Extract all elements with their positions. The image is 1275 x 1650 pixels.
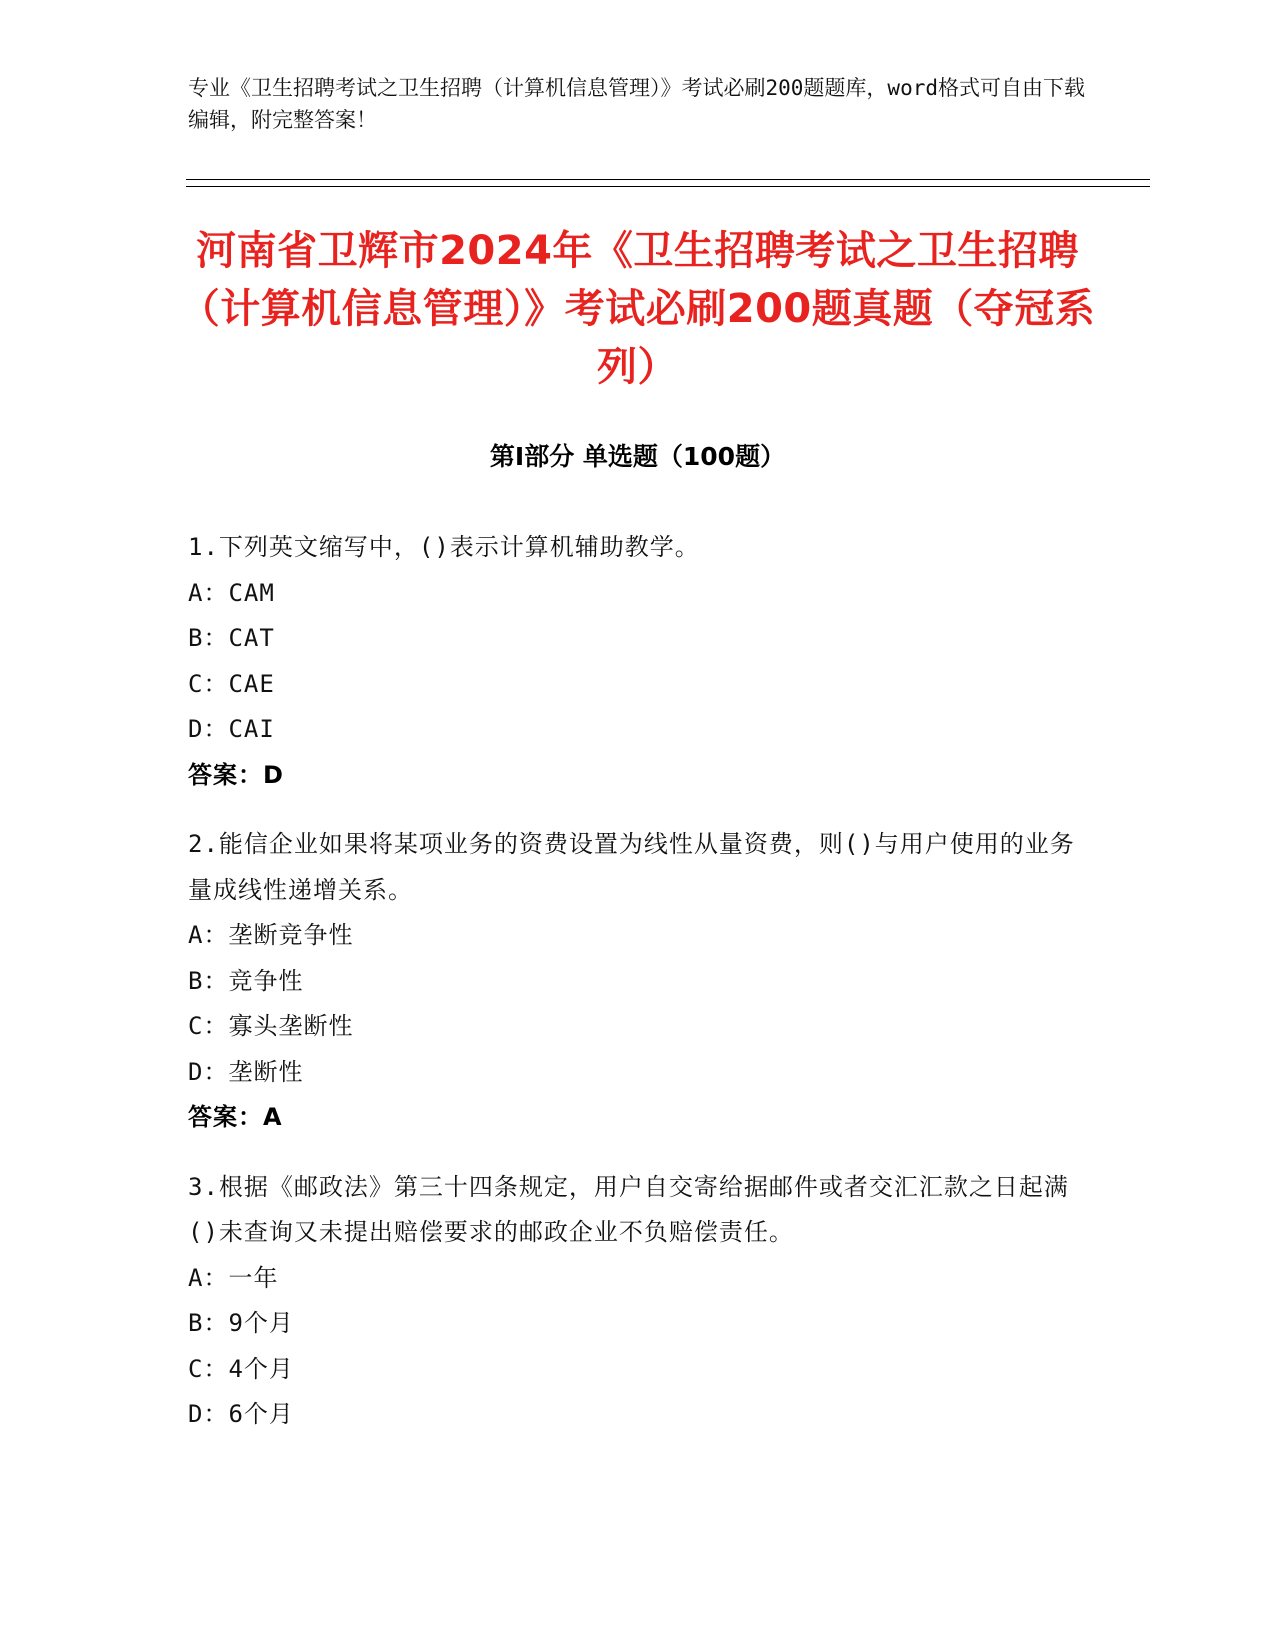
option-a: A：一年: [188, 1263, 279, 1292]
answer-line: 答案：A: [188, 1103, 283, 1131]
question-stem: 1.下列英文缩写中，()表示计算机辅助教学。: [188, 533, 700, 561]
option-b: B：竞争性: [188, 966, 304, 995]
option-c: C：CAE: [188, 669, 275, 698]
question-list: [188, 525, 1088, 1462]
option-d: D：6个月: [188, 1400, 294, 1428]
option-b: B：9个月: [188, 1309, 294, 1337]
option-b: B：CAT: [188, 624, 275, 652]
option-d: D：CAI: [188, 715, 275, 743]
option-a: A：垄断竞争性: [188, 921, 354, 949]
question-stem: 2.能信企业如果将某项业务的资费设置为线性从量资费，则()与用户使用的业务量成线性递增关系。: [188, 830, 1075, 904]
header-divider-top: [186, 179, 1150, 180]
option-a: A：CAM: [188, 578, 275, 607]
question-1: [188, 525, 1088, 798]
question-stem: 3.根据《邮政法》第三十四条规定，用户自交寄给据邮件或者交汇汇款之日起满()未查询又未提出赔偿要求的邮政企业不负赔偿责任。: [188, 1172, 1069, 1246]
option-c: C：寡头垄断性: [188, 1012, 354, 1040]
header-divider-bottom: [186, 186, 1150, 187]
option-c: C：4个月: [188, 1354, 294, 1383]
answer-line: 答案：D: [188, 760, 284, 789]
document-title: 河南省卫辉市2024年《卫生招聘考试之卫生招聘（计算机信息管理）》考试必刷200题真题（夺冠系列）: [179, 228, 1096, 390]
question-2: [188, 822, 1088, 1141]
question-3: [188, 1165, 1088, 1438]
section-heading: 第Ⅰ部分 单选题（100题）: [489, 442, 786, 471]
header-note: 专业《卫生招聘考试之卫生招聘（计算机信息管理）》考试必刷200题题库，word格式可自由下载编辑，附完整答案！: [188, 76, 1085, 132]
option-d: D：垄断性: [188, 1057, 304, 1086]
